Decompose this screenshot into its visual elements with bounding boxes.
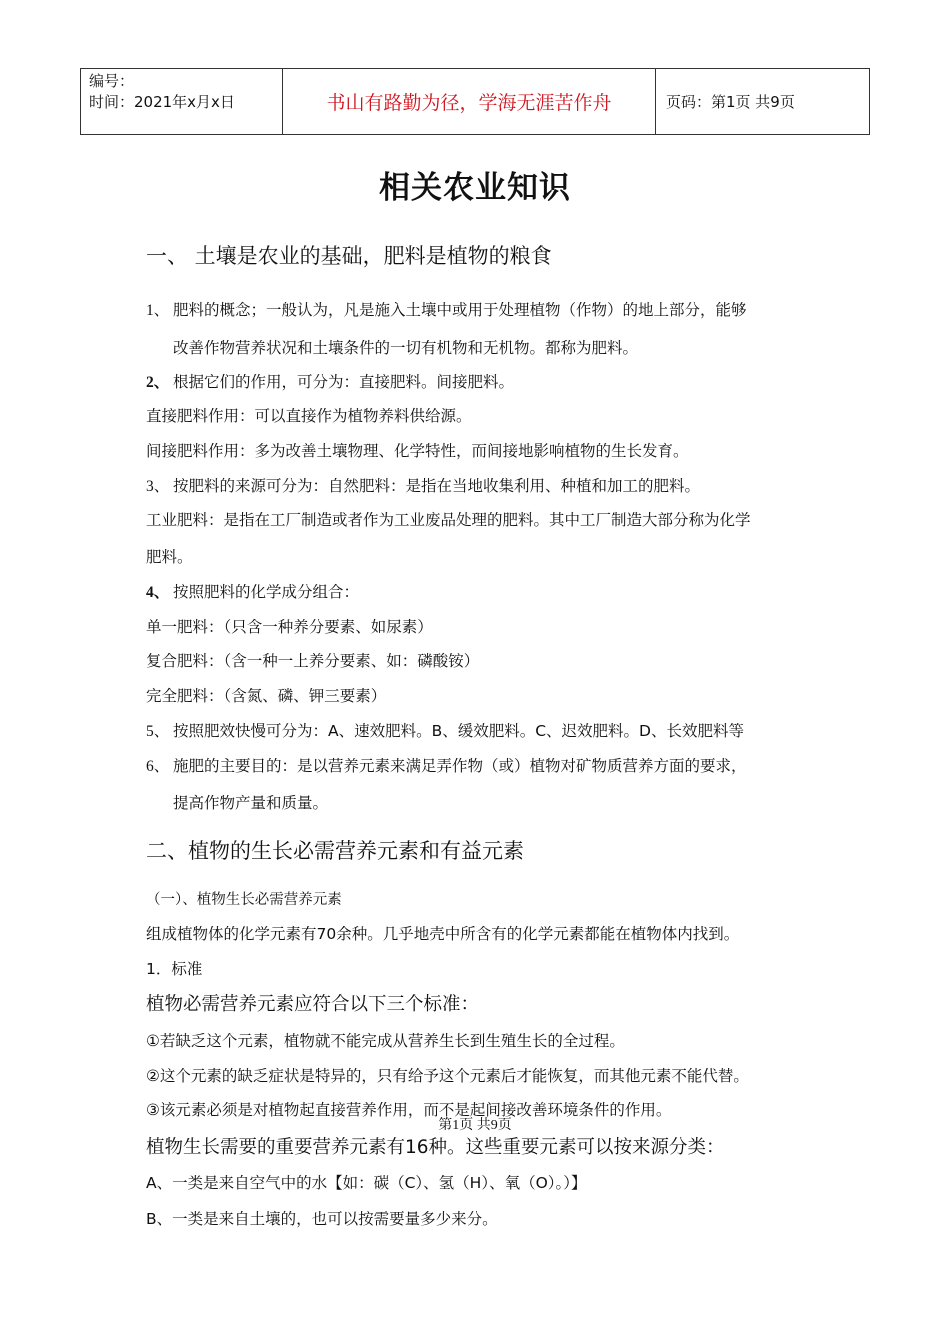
paragraph-line: 直接肥料作用：可以直接作为植物养料供给源。 [146, 407, 472, 425]
item-text: 按照肥效快慢可分为：A、速效肥料。B、缓效肥料。C、迟效肥料。D、长效肥料等 [173, 722, 744, 740]
paragraph-line: 复合肥料：（含一种一上养分要素、如：磷酸铵） [146, 652, 480, 670]
paragraph-line: 工业肥料：是指在工厂制造或者作为工业废品处理的肥料。其中工厂制造大部分称为化学 [146, 511, 751, 529]
paragraph-line: 单一肥料：（只含一种养分要素、如尿素） [146, 618, 433, 636]
standard-intro: 植物必需营养元素应符合以下三个标准： [146, 994, 480, 1015]
item-number: 2、 [146, 374, 170, 391]
category-b: B、一类是来自土壤的，也可以按需要量多少来分。 [146, 1210, 498, 1228]
item-text: 按照肥料的化学成分组合： [173, 583, 360, 601]
number-label: 编号： [89, 72, 135, 90]
criterion-3: ③该元素必须是对植物起直接营养作用，而不是起间接改善环境条件的作用。 [146, 1101, 672, 1119]
elements-count-line: 植物生长需要的重要营养元素有16种。这些重要元素可以按来源分类： [146, 1137, 725, 1158]
subsection-title: （一）、植物生长必需营养元素 [146, 892, 342, 908]
item-continuation: 改善作物营养状况和土壤条件的一切有机物和无机物。都称为肥料。 [173, 339, 639, 357]
motto: 书山有路勤为径，学海无涯苦作舟 [283, 69, 656, 134]
category-a: A、一类是来自空气中的水【如：碳（C）、氢（H）、氧（O）。）】 [146, 1174, 587, 1192]
page-info: 页码：第1页 共9页 [666, 93, 795, 111]
item-number: 4、 [146, 584, 170, 601]
item-number: 3、 [146, 478, 170, 495]
item-number: 6、 [146, 758, 170, 775]
section1-heading: 一、 土壤是农业的基础，肥料是植物的粮食 [146, 244, 552, 268]
header-table [80, 68, 870, 135]
header-left-cell [81, 69, 283, 134]
criterion-2: ②这个元素的缺乏症状是特异的，只有给予这个元素后才能恢复，而其他元素不能代替。 [146, 1067, 749, 1085]
paragraph-line: 间接肥料作用：多为改善土壤物理、化学特性，而间接地影响植物的生长发育。 [146, 442, 689, 460]
item-text: 根据它们的作用，可分为：直接肥料。间接肥料。 [173, 373, 515, 391]
item-text: 按肥料的来源可分为：自然肥料：是指在当地收集利用、种植和加工的肥料。 [173, 477, 701, 495]
item-text: 施肥的主要目的：是以营养元素来满足弄作物（或）植物对矿物质营养方面的要求， [173, 757, 747, 775]
page-footer: 第1页 共9页 [438, 1118, 512, 1133]
item-number: 5、 [146, 723, 170, 740]
item-number: 1、 [146, 302, 170, 319]
time-label: 时间：2021年x月x日 [89, 93, 235, 111]
item-text: 肥料的概念；一般认为，凡是施入土壤中或用于处理植物（作物）的地上部分，能够 [173, 301, 747, 319]
paragraph-line: 组成植物体的化学元素有70余种。几乎地壳中所含有的化学元素都能在植物体内找到。 [146, 925, 740, 943]
criterion-1: ①若缺乏这个元素，植物就不能完成从营养生长到生殖生长的全过程。 [146, 1032, 625, 1050]
section2-heading: 二、植物的生长必需营养元素和有益元素 [146, 839, 524, 863]
standard-label: 1．标准 [146, 960, 203, 978]
page-title: 相关农业知识 [379, 170, 571, 206]
paragraph-line: 肥料。 [146, 548, 193, 566]
paragraph-line: 完全肥料：（含氮、磷、钾三要素） [146, 687, 387, 705]
item-continuation: 提高作物产量和质量。 [173, 794, 329, 812]
